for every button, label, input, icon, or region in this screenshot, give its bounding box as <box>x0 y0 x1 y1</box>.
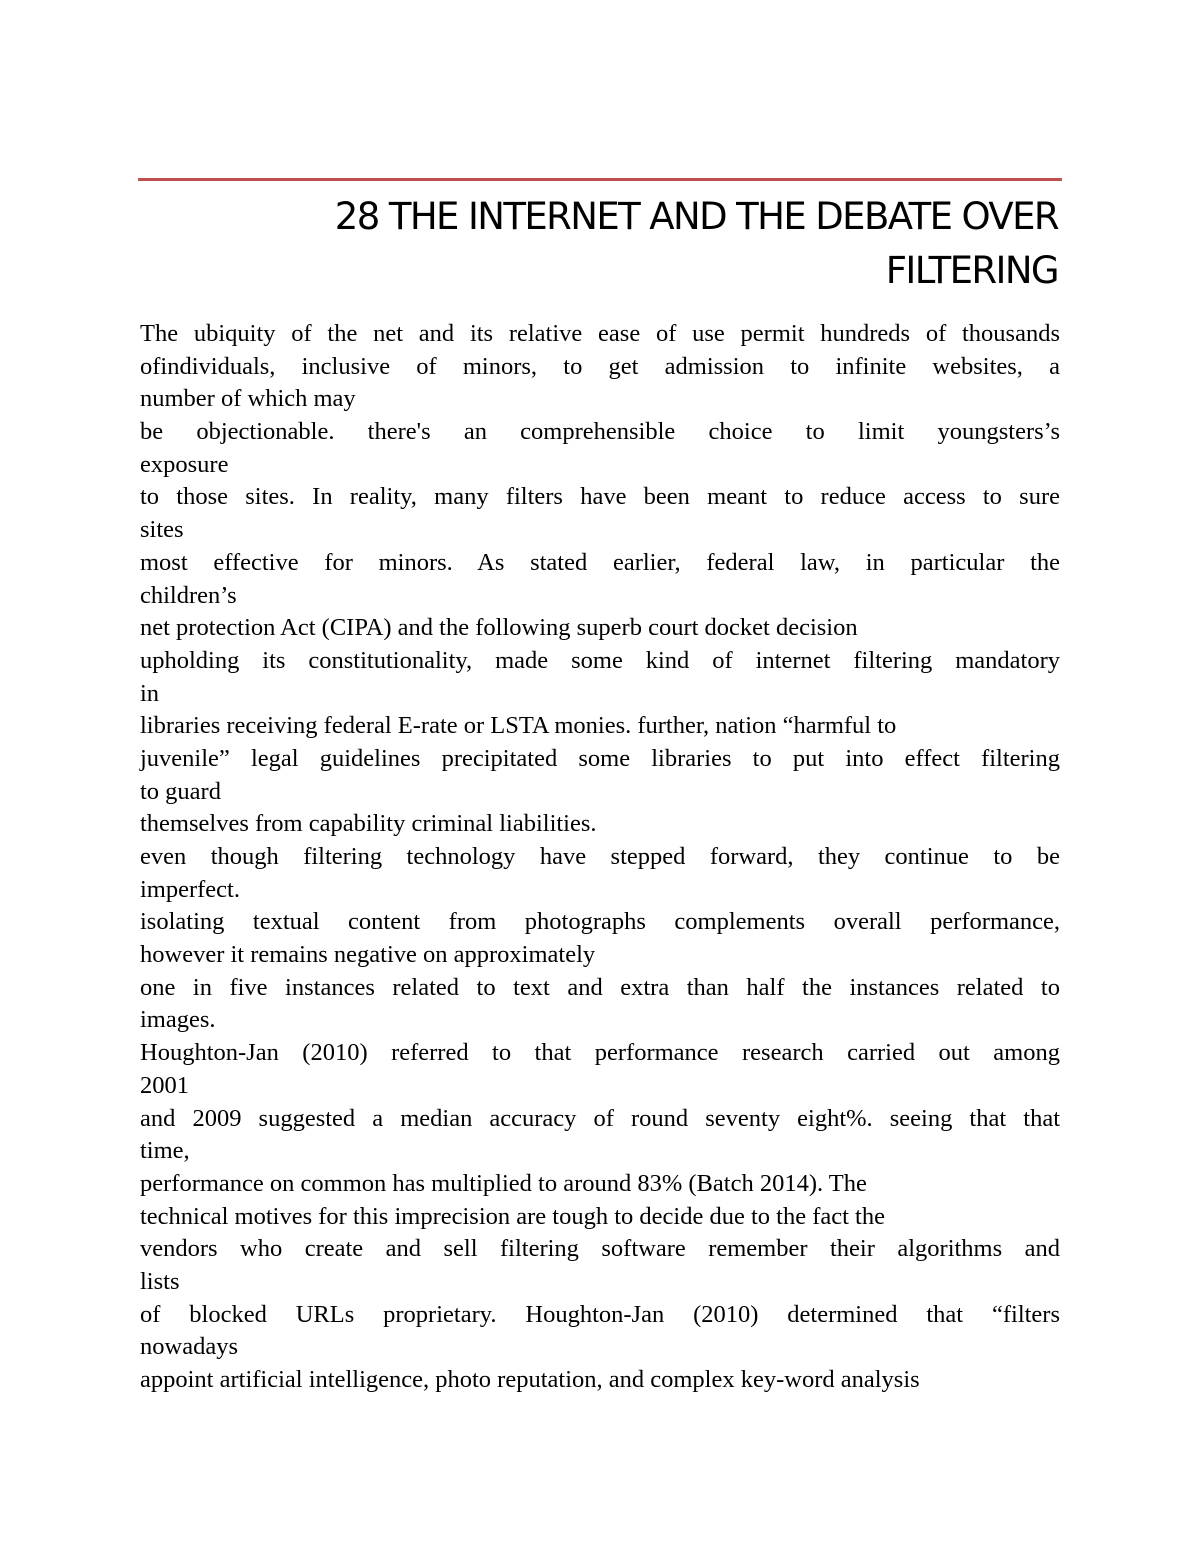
text-line: even though filtering technology have stepped forward, they continue to be <box>140 843 1060 870</box>
text-line: number of which may <box>140 385 356 413</box>
text-line: exposure <box>140 450 229 478</box>
text-line: The ubiquity of the net and its relative ease of use permit hundreds of thousands <box>140 320 1060 347</box>
text-line: isolating textual content from photographs complements overall performance, <box>140 908 1060 936</box>
text-line: net protection Act (CIPA) and the following superb court docket decision <box>140 614 858 642</box>
text-line: libraries receiving federal E-rate or LSTA monies. further, nation “harmful to <box>140 712 897 740</box>
text-line: 2001 <box>140 1071 189 1099</box>
text-line: sites <box>140 516 184 544</box>
text-line: themselves from capability criminal liabilities. <box>140 810 597 838</box>
text-line: to guard <box>140 777 221 805</box>
body-text <box>140 318 1060 1397</box>
text-line: to those sites. In reality, many filters have been meant to reduce access to sure <box>140 483 1060 511</box>
text-line: however it remains negative on approximately <box>140 941 596 969</box>
text-line: be objectionable. there's an comprehensible choice to limit youngsters’s <box>140 418 1060 446</box>
text-line: and 2009 suggested a median accuracy of round seventy eight%. seeing that that <box>140 1104 1060 1132</box>
text-line: in <box>140 679 160 707</box>
text-line: one in five instances related to text and extra than half the instances related to <box>140 973 1060 1001</box>
text-line: performance on common has multiplied to around 83% (Batch 2014). The <box>140 1169 867 1197</box>
text-line: upholding its constitutionality, made some kind of internet filtering mandatory <box>140 646 1060 674</box>
text-line: vendors who create and sell filtering software remember their algorithms and <box>140 1235 1060 1263</box>
text-line: appoint artificial intelligence, photo reputation, and complex key-word analysis <box>140 1366 920 1393</box>
text-line: Houghton-Jan (2010) referred to that performance research carried out among <box>140 1039 1060 1067</box>
chapter-title-line-1: 28 THE INTERNET AND THE DEBATE OVER <box>334 195 1058 238</box>
text-line: most effective for minors. As stated earlier, federal law, in particular the <box>140 548 1060 576</box>
text-line: images. <box>140 1006 216 1034</box>
text-line: children’s <box>140 581 237 609</box>
text-line: ofindividuals, inclusive of minors, to get admission to infinite websites, a <box>140 352 1060 380</box>
chapter-title-line-2: FILTERING <box>885 249 1058 292</box>
text-line: technical motives for this imprecision are tough to decide due to the fact the <box>140 1202 885 1230</box>
text-line: of blocked URLs proprietary. Houghton-Jan (2010) determined that “filters <box>140 1300 1060 1328</box>
text-line: juvenile” legal guidelines precipitated some libraries to put into effect filtering <box>140 744 1060 772</box>
text-line: lists <box>140 1267 180 1295</box>
text-line: imperfect. <box>140 875 240 903</box>
chapter-title <box>138 190 1058 298</box>
heading-rule <box>138 178 1062 181</box>
text-line: nowadays <box>140 1333 238 1361</box>
text-line: time, <box>140 1137 190 1165</box>
